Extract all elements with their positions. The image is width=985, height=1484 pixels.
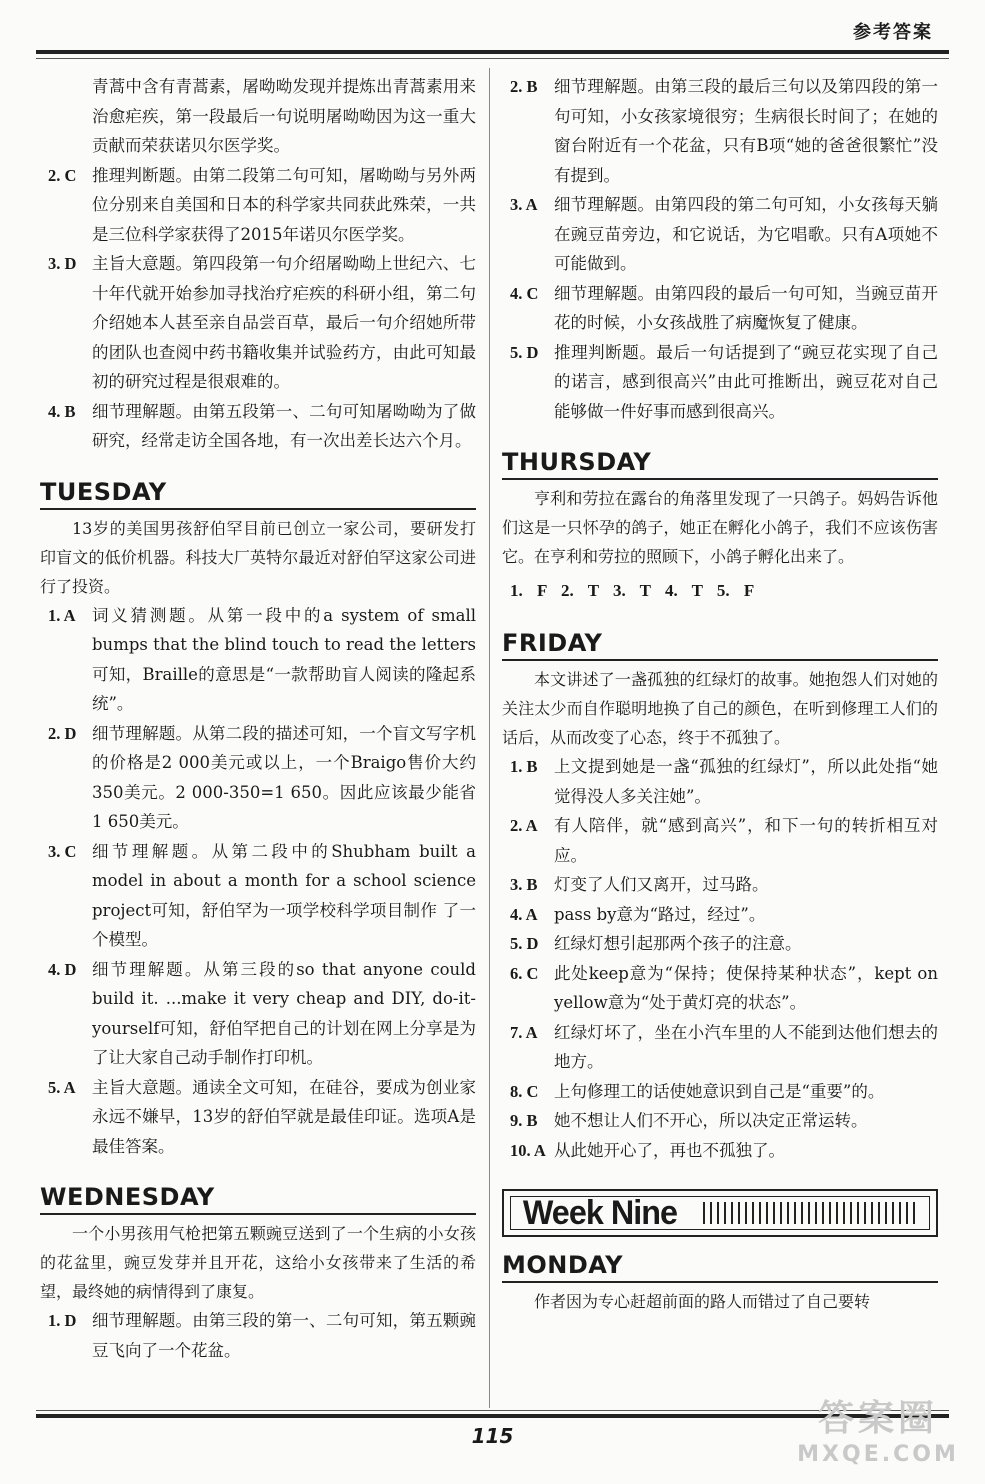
answer-number: 3. A [510,195,538,214]
answer-explanation: 有人陪伴，就“感到高兴”，和下一句的转折相互对应。 [554,816,938,865]
continued-answer-text: 青蒿中含有青蒿素，屠呦呦发现并提炼出青蒿素用来治愈疟疾，第一段最后一句说明屠呦呦因为这一重大贡献而荣获诺贝尔医学奖。 [92,77,476,155]
answer-explanation: pass by意为“路过，经过”。 [554,904,766,924]
week-banner-stripes [703,1202,917,1224]
answer-item [502,1136,938,1166]
friday-answer-list [502,752,938,1165]
answer-number: 3. D [48,254,77,273]
answer-explanation: 细节理解题。从第三段的so that anyone could build it. ...make it very cheap and DIY, do-it-yourself可知，舒伯罕把自己的计划在网上分享是为了让大家自己动手制作打印机。 [92,959,476,1067]
answer-explanation: 从此她开心了，再也不孤独了。 [554,1140,785,1160]
thursday-section [502,448,938,607]
answer-explanation: 细节理解题。由第三段的第一、二句可知，第五颗豌豆飞向了一个花盆。 [92,1311,476,1360]
answer-number: 5. D [510,342,539,362]
week-title: Week Nine [522,1193,678,1232]
answer-item [40,719,476,837]
answer-explanation: 主旨大意题。通读全文可知，在硅谷，要成为创业家永远不嫌早，13岁的舒伯罕就是最佳印证。选项A是最佳答案。 [92,1077,476,1156]
answer-item [502,338,938,427]
tuesday-summary: 13岁的美国男孩舒伯罕目前已创立一家公司，要研发打印盲文的低价机器。科技大厂英特尔最近对舒伯罕这家公司进行了投资。 [40,518,476,596]
answer-explanation: 红绿灯坏了，坐在小汽车里的人不能到达他们想去的地方。 [554,1022,938,1071]
answer-item [40,837,476,955]
answer-explanation: 她不想让人们不开心，所以决定正常运转。 [554,1111,868,1130]
answer-explanation: 主旨大意题。第四段第一句介绍屠呦呦上世纪六、七十年代就开始参加寻找治疗疟疾的科研小组，第二句介绍她本人甚至亲自品尝百草，最后一句介绍她所带的团队也查阅中药书籍收集并试验药方，由此可知最初的研究过程是很艰难的。 [92,254,476,391]
answer-explanation: 细节理解题。由第四段的第二句可知，小女孩每天躺在豌豆苗旁边，和它说话，为它唱歌。只有A项她不可能做到。 [554,195,938,273]
answer-explanation: 细节理解题。从第二段中的Shubham built a model in about a month for a school science project可知，舒伯罕为一项学校科学项目制作 了一个模型。 [92,841,476,949]
answer-item [502,1018,938,1077]
answer-explanation: 推理判断题。最后一句话提到了“豌豆花实现了自己的诺言，感到很高兴”由此可推断出，豌豆花对自己能够做一件好事而感到很高兴。 [554,342,938,421]
answer-item [502,870,938,900]
answer-item [40,161,476,250]
section-heading-wednesday: WEDNESDAY [40,1183,476,1215]
answer-explanation: 细节理解题。由第五段第一、二句可知屠呦呦为了做研究，经常走访全国各地，有一次出差长达六个月。 [92,401,476,450]
header-rule-thin [36,58,949,59]
answer-number: 8. C [510,1081,539,1101]
answer-item [40,1306,476,1365]
answer-number: 7. A [510,1022,538,1042]
answer-item [502,811,938,870]
page-header-title: 参考答案 [853,22,933,43]
monday-section [502,1251,938,1316]
answer-explanation: 细节理解题。从第二段的描述可知，一个盲文写字机的价格是2 000美元或以上，一个Braigo售价大约350美元。2 000-350=1 650。因此应该最少能省1 650美元。 [92,723,476,831]
answer-item [502,929,938,959]
answer-explanation: 上句修理工的话使她意识到自己是“重要”的。 [554,1081,885,1101]
answer-number: 2. B [510,77,538,96]
answer-item [502,72,938,190]
answer-number: 6. C [510,963,539,983]
thursday-summary: 亨利和劳拉在露台的角落里发现了一只鸽子。妈妈告诉他们这是一只怀孕的鸽子，她正在孵化小鸽子，我们不应该伤害它。在亨利和劳拉的照顾下，小鸽子孵化出来了。 [502,489,938,566]
wednesday-section [40,1183,476,1365]
section-heading-tuesday: TUESDAY [40,478,476,510]
thursday-answers: 1. F 2. T 3. T 4. T 5. F [510,581,755,600]
answer-number: 4. D [48,959,77,979]
answer-number: 1. D [48,1311,77,1330]
watermark-line2: MXQE.COM [797,1442,959,1467]
tuesday-section [40,478,476,1162]
answer-number: 1. B [510,757,538,776]
answer-item [40,601,476,719]
wednesday-answer-list [40,1306,476,1365]
answer-number: 2. A [510,816,538,835]
week-banner-inner [510,1193,930,1232]
left-answer-list [40,161,476,456]
tuesday-answer-list [40,601,476,1162]
answer-number: 4. A [510,904,538,924]
answer-explanation: 细节理解题。由第四段的最后一句可知，当豌豆苗开花的时候，小女孩战胜了病魔恢复了健康。 [554,283,938,332]
answer-number: 5. D [510,934,539,953]
monday-summary: 作者因为专心赶超前面的路人而错过了自己要转 [534,1292,871,1311]
answer-number: 10. A [510,1140,546,1160]
answer-explanation: 细节理解题。由第三段的最后三句以及第四段的第一句可知，小女孩家境很穷；生病很长时间了；在她的窗台附近有一个花盆，只有B项“她的爸爸很繁忙”没有提到。 [554,77,938,185]
answer-item [40,955,476,1073]
answer-number: 4. C [510,283,539,303]
left-column [40,72,476,1365]
answer-item [502,752,938,811]
answer-item [40,249,476,397]
wednesday-summary: 一个小男孩用气枪把第五颗豌豆送到了一个生病的小女孩的花盆里，豌豆发芽并且开花，这给小女孩带来了生活的希望，最终她的病情得到了康复。 [40,1224,476,1301]
friday-summary: 本文讲述了一盏孤独的红绿灯的故事。她抱怨人们对她的关注太少而自作聪明地换了自己的颜色，在听到修理工人们的话后，从而改变了心态，终于不孤独了。 [502,670,938,747]
answer-number: 4. B [48,401,76,421]
answer-number: 1. A [48,605,76,625]
answer-explanation: 推理判断题。由第二段第二句可知，屠呦呦与另外两位分别来自美国和日本的科学家共同获此殊荣，一共是三位科学家获得了2015年诺贝尔医学奖。 [92,165,476,244]
answer-item [502,1077,938,1107]
column-divider [489,68,490,1408]
answer-number: 3. B [510,875,538,894]
section-heading-monday: MONDAY [502,1251,938,1283]
watermark-line1: 答案圈 [817,1398,938,1439]
right-column [502,72,938,1316]
answer-number: 3. C [48,841,77,861]
watermark-logo [783,1396,973,1476]
answer-explanation: 词义猜测题。从第一段中的a system of small bumps that the blind touch to read the letters可知，Braille的意思是“一款帮助盲人阅读的隆起系统”。 [92,605,476,713]
answer-item [502,900,938,930]
answer-item [502,279,938,338]
answer-explanation: 上文提到她是一盏“孤独的红绿灯”，所以此处指“她觉得没人多关注她”。 [554,757,938,806]
answer-item [502,959,938,1018]
answer-explanation: 灯变了人们又离开，过马路。 [554,875,769,894]
answer-item [40,1073,476,1162]
answer-number: 2. C [48,165,77,185]
week-banner [502,1189,938,1237]
friday-section [502,629,938,1165]
section-heading-thursday: THURSDAY [502,448,938,480]
answer-number: 9. B [510,1111,538,1130]
answer-item [502,1106,938,1136]
header-rule [36,50,949,54]
answer-item [40,397,476,456]
answer-number: 5. A [48,1077,76,1097]
answer-explanation: 红绿灯想引起那两个孩子的注意。 [554,934,802,953]
answer-item [502,190,938,279]
answer-number: 2. D [48,723,77,743]
right-answer-list [502,72,938,426]
section-heading-friday: FRIDAY [502,629,938,661]
answer-explanation: 此处keep意为“保持；使保持某种状态”，kept on yellow意为“处于黄灯亮的状态”。 [554,963,938,1012]
page-number: 115 [471,1424,514,1448]
